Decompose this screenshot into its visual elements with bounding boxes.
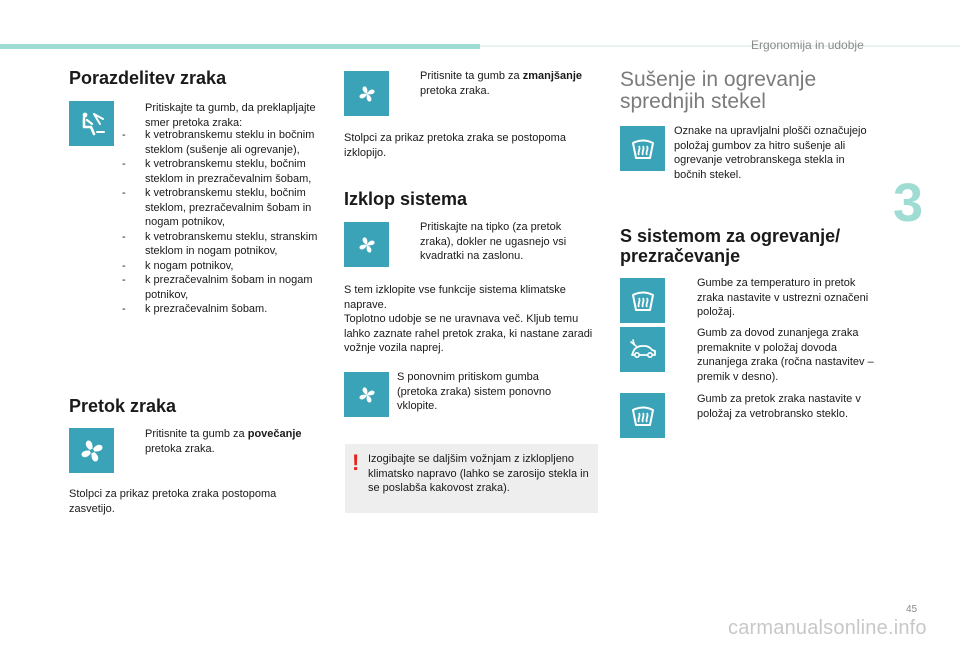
flow-increase-step: Pritisnite ta gumb za povečanje pretoka zraka. [145,428,302,455]
heating-step-1: Gumbe za temperaturo in pretok zraka nastavite v ustrezni označeni položaj. [697,277,869,318]
chapter-number: 3 [893,173,924,233]
windscreen-defrost-icon [620,126,665,171]
defrost-text: Oznake na upravljalni plošči označujejo položaj gumbov za hitro sušenje ali ogrevanje vetrobranskega stekla in bočnih stekel. [674,125,867,181]
heating-step-2: Gumb za dovod zunanjega zraka premaknite v položaj dovoda zunanjega zraka (ročna nastavitev – premik v desno). [697,327,874,383]
defrost-heading: Sušenje in ogrevanje sprednjih stekel [620,68,817,113]
distribution-step [122,101,327,130]
fan-icon [344,71,389,116]
fan-icon [69,428,114,473]
windscreen-defrost-icon [620,278,665,323]
distribution-heading: Porazdelitev zraka [69,68,227,88]
warning-icon: ! [352,450,360,475]
list-item: - k vetrobranskemu steklu, bočnim steklom, prezračevalnim šobam in nogam potnikov, [122,187,312,228]
list-item: - k vetrobranskemu steklu, bočnim steklom in prezračevalnim šobam, [122,158,312,185]
list-item: - k prezračevalnim šobam in nogam potnikov, [122,274,313,301]
section-title: Ergonomija in udobje [751,38,864,52]
flow-decrease-note: Stolpci za prikaz pretoka zraka se postopoma izklopijo. [344,132,566,159]
outside-air-intake-icon [620,327,665,372]
distribution-intro: Pritiskajte ta gumb, da preklapljajte smer pretoka zraka: [145,102,316,129]
distribution-list [122,128,327,317]
flow-decrease-step: Pritisnite ta gumb za zmanjšanje pretoka zraka. [420,70,583,97]
off-note-1: S tem izklopite vse funkcije sistema klimatske naprave. [344,284,566,311]
flow-increase-note: Stolpci za prikaz pretoka zraka postopoma zasvetijo. [69,488,277,515]
header-rule [480,45,960,47]
windscreen-defrost-icon [620,393,665,438]
off-step: Pritiskajte na tipko (za pretok zraka), dokler ne ugasnejo vsi kvadratki na zaslonu. [420,221,567,262]
watermark: carmanualsonline.info [728,617,927,639]
warning-box [345,444,598,513]
fan-icon [344,372,389,417]
restart-note: S ponovnim pritiskom gumba (pretoka zraka) sistem ponovno vklopite. [397,371,552,412]
off-note-2: Toplotno udobje se ne uravnava več. Kljub temu lahko zaznate rahel pretok zraka, ki nastane zaradi vožnje vozila naprej. [344,313,593,354]
list-item: - k vetrobranskemu steklu in bočnim steklom (sušenje ali ogrevanje), [122,129,315,156]
warning-text: Izogibajte se daljšim vožnjam z izklopljeno klimatsko napravo (lahko se zarosijo stekla in se poslabša kakovost zraka). [368,453,589,494]
list-item: - k vetrobranskemu steklu, stranskim steklom in nogam potnikov, [122,230,318,257]
fan-icon [344,222,389,267]
list-item: - k prezračevalnim šobam. [122,303,268,315]
air-distribution-icon [69,101,114,146]
page-number: 45 [906,604,918,615]
header-accent-bar [0,44,480,49]
heating-heading: S sistemom za ogrevanje/ prezračevanje [620,226,841,266]
list-item: - k nogam potnikov, [122,259,234,272]
heating-step-3: Gumb za pretok zraka nastavite v položaj za vetrobransko steklo. [697,393,861,420]
off-heading: Izklop sistema [344,189,468,209]
flow-heading: Pretok zraka [69,396,177,416]
